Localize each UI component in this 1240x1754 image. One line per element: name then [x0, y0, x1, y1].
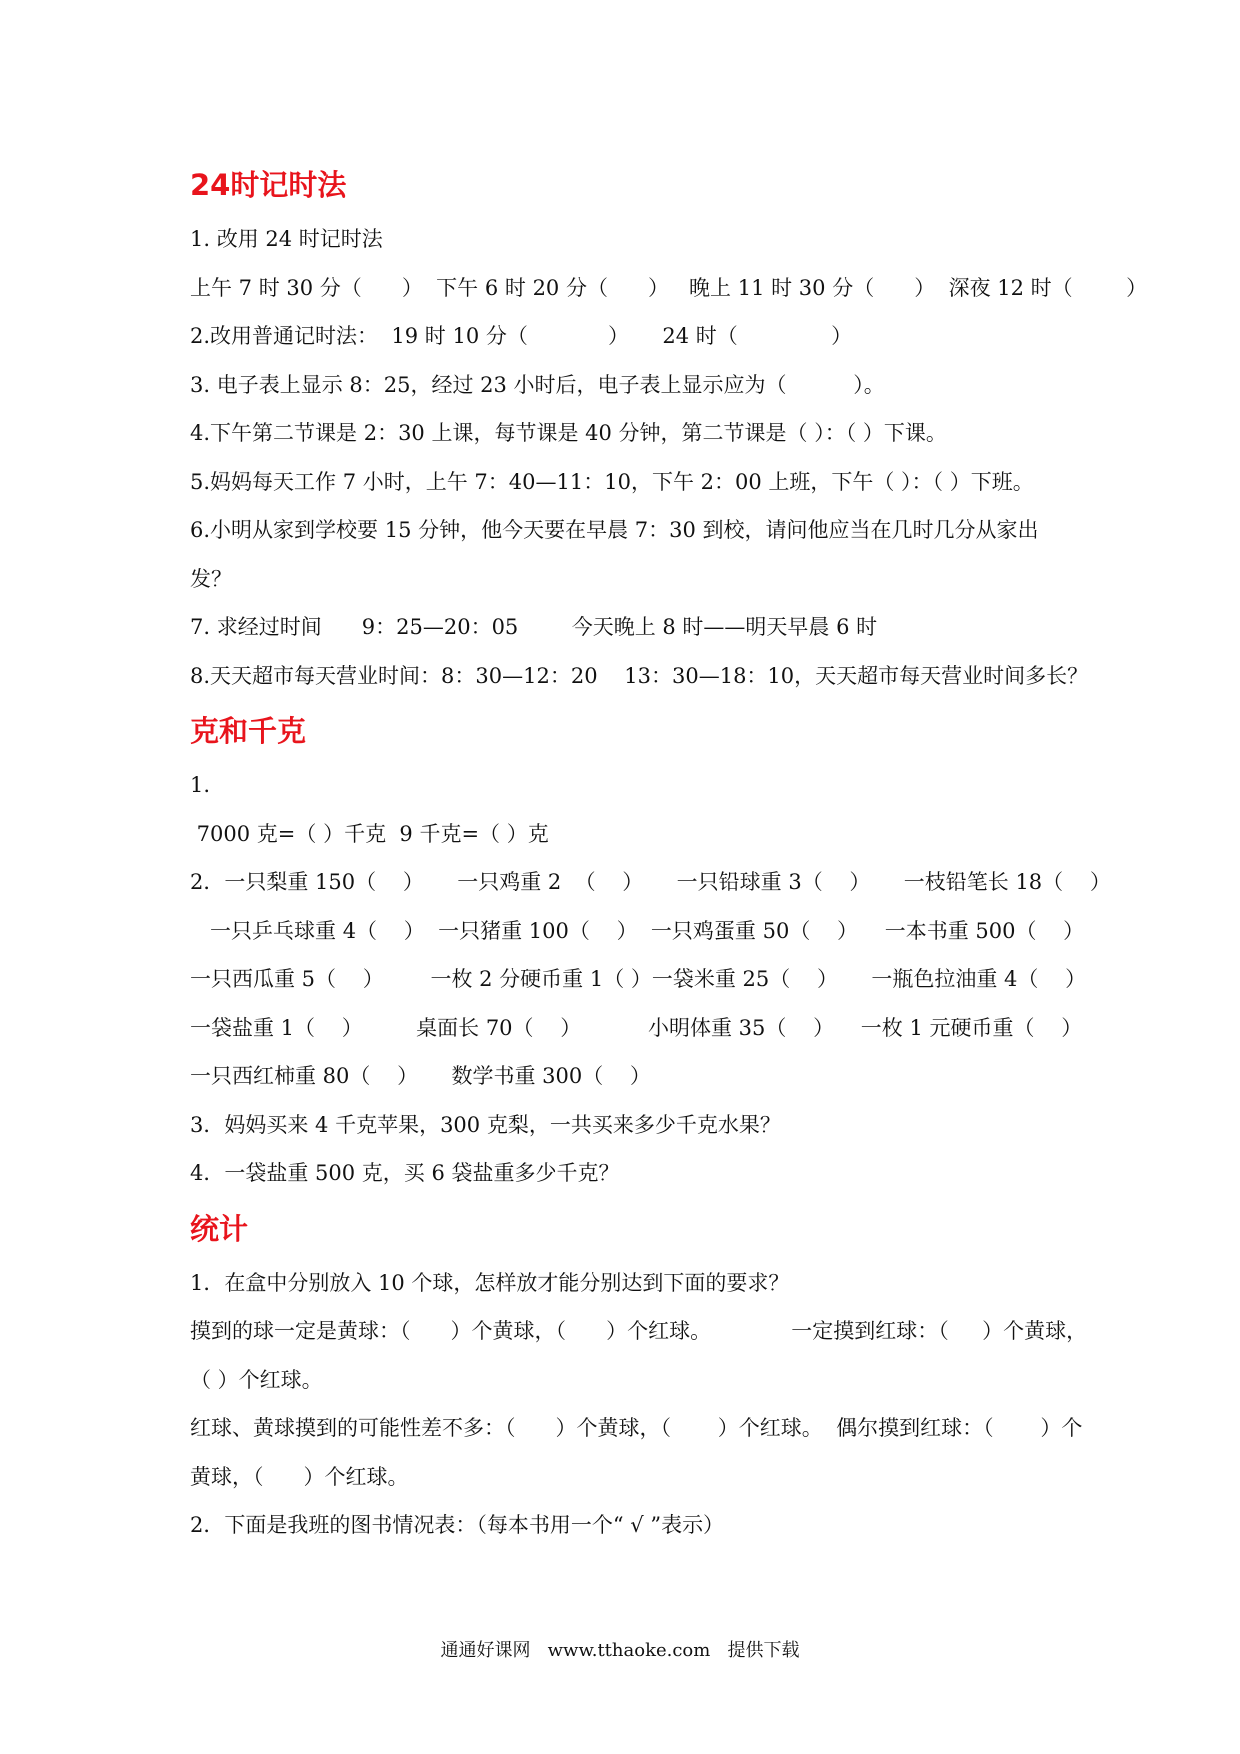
question-line: 一只西瓜重 5（ ） 一枚 2 分硬币重 1（ ）一袋米重 25（ ） 一瓶色拉油重 4（ ） — [190, 967, 1087, 991]
question-line: 4．一袋盐重 500 克，买 6 袋盐重多少千克？ — [190, 1161, 620, 1185]
question-line: 上午 7 时 30 分（ ） 下午 6 时 20 分（ ） 晚上 11 时 30 分（ ） 深夜 12 时（ ） — [190, 275, 1148, 300]
question-line: 1. — [190, 773, 211, 797]
question-line: 3．妈妈买来 4 千克苹果，300 克梨，一共买来多少千克水果？ — [190, 1112, 781, 1137]
question-line: 1. 改用 24 时记时法 — [190, 227, 383, 251]
question-line: （ ）个红球。 — [190, 1367, 323, 1392]
question-line: 1．在盒中分别放入 10 个球，怎样放才能分别达到下面的要求？ — [190, 1270, 790, 1295]
question-line: 摸到的球一定是黄球：（ ）个黄球，（ ）个红球。 一定摸到红球：（ ）个黄球， — [190, 1319, 1088, 1343]
question-line: 4.下午第二节课是 2：30 上课，每节课是 40 分钟，第二节课是（ ）：（ ）下课。 — [190, 421, 947, 445]
section-statistics — [190, 1204, 1088, 1550]
question-line: 2．下面是我班的图书情况表：（每本书用一个“ √ ”表示） — [190, 1513, 725, 1537]
question-line: 7. 求经过时间 9：25—20：05 今天晚上 8 时——明天早晨 6 时 — [190, 615, 878, 639]
question-line: 2.改用普通记时法： 19 时 10 分（ ） 24 时（ ） — [190, 324, 853, 348]
question-line: 8.天天超市每天营业时间：8：30—12：20 13：30—18：10，天天超市每天营业时间多长？ — [190, 663, 1089, 688]
question-line: 一只西红柿重 80（ ） 数学书重 300（ ） — [190, 1064, 651, 1088]
question-line: 一袋盐重 1（ ） 桌面长 70（ ） 小明体重 35（ ） 一枚 1 元硬币重（ ） — [190, 1015, 1083, 1040]
question-line: 3. 电子表上显示 8：25，经过 23 小时后，电子表上显示应为（ ）。 — [190, 372, 885, 397]
document-content — [190, 160, 1148, 1550]
question-line: 一只乒乓球重 4（ ） 一只猪重 100（ ） 一只鸡蛋重 50（ ） 一本书重 500（ ） — [190, 918, 1085, 943]
question-line: 5.妈妈每天工作 7 小时，上午 7：40—11：10，下午 2：00 上班，下午（ ）：（ ）下班。 — [190, 469, 1034, 494]
section-time-24h — [190, 160, 1148, 700]
page-footer: 通通好课网 www.tthaoke.com 提供下载 — [440, 1640, 800, 1661]
question-line: 发？ — [190, 566, 232, 591]
question-line: 6.小明从家到学校要 15 分钟，他今天要在早晨 7：30 到校，请问他应当在几时几分从家出 — [190, 518, 1039, 542]
question-line: 2．一只梨重 150（ ） 一只鸡重 2 （ ） 一只铅球重 3（ ） 一枝铅笔长 18（ ） — [190, 870, 1111, 894]
question-line: 红球、黄球摸到的可能性差不多：（ ）个黄球，（ ）个红球。 偶尔摸到红球：（ ）个 — [190, 1416, 1083, 1440]
section-title: 统计 — [190, 1211, 249, 1246]
question-line: 7000 克=（ ）千克 9 千克=（ ）克 — [190, 821, 549, 846]
question-line: 黄球，（ ）个红球。 — [190, 1464, 409, 1489]
section-title: 24时记时法 — [190, 168, 347, 202]
section-title: 克和千克 — [190, 714, 307, 748]
section-grams-kilograms — [190, 706, 1111, 1198]
